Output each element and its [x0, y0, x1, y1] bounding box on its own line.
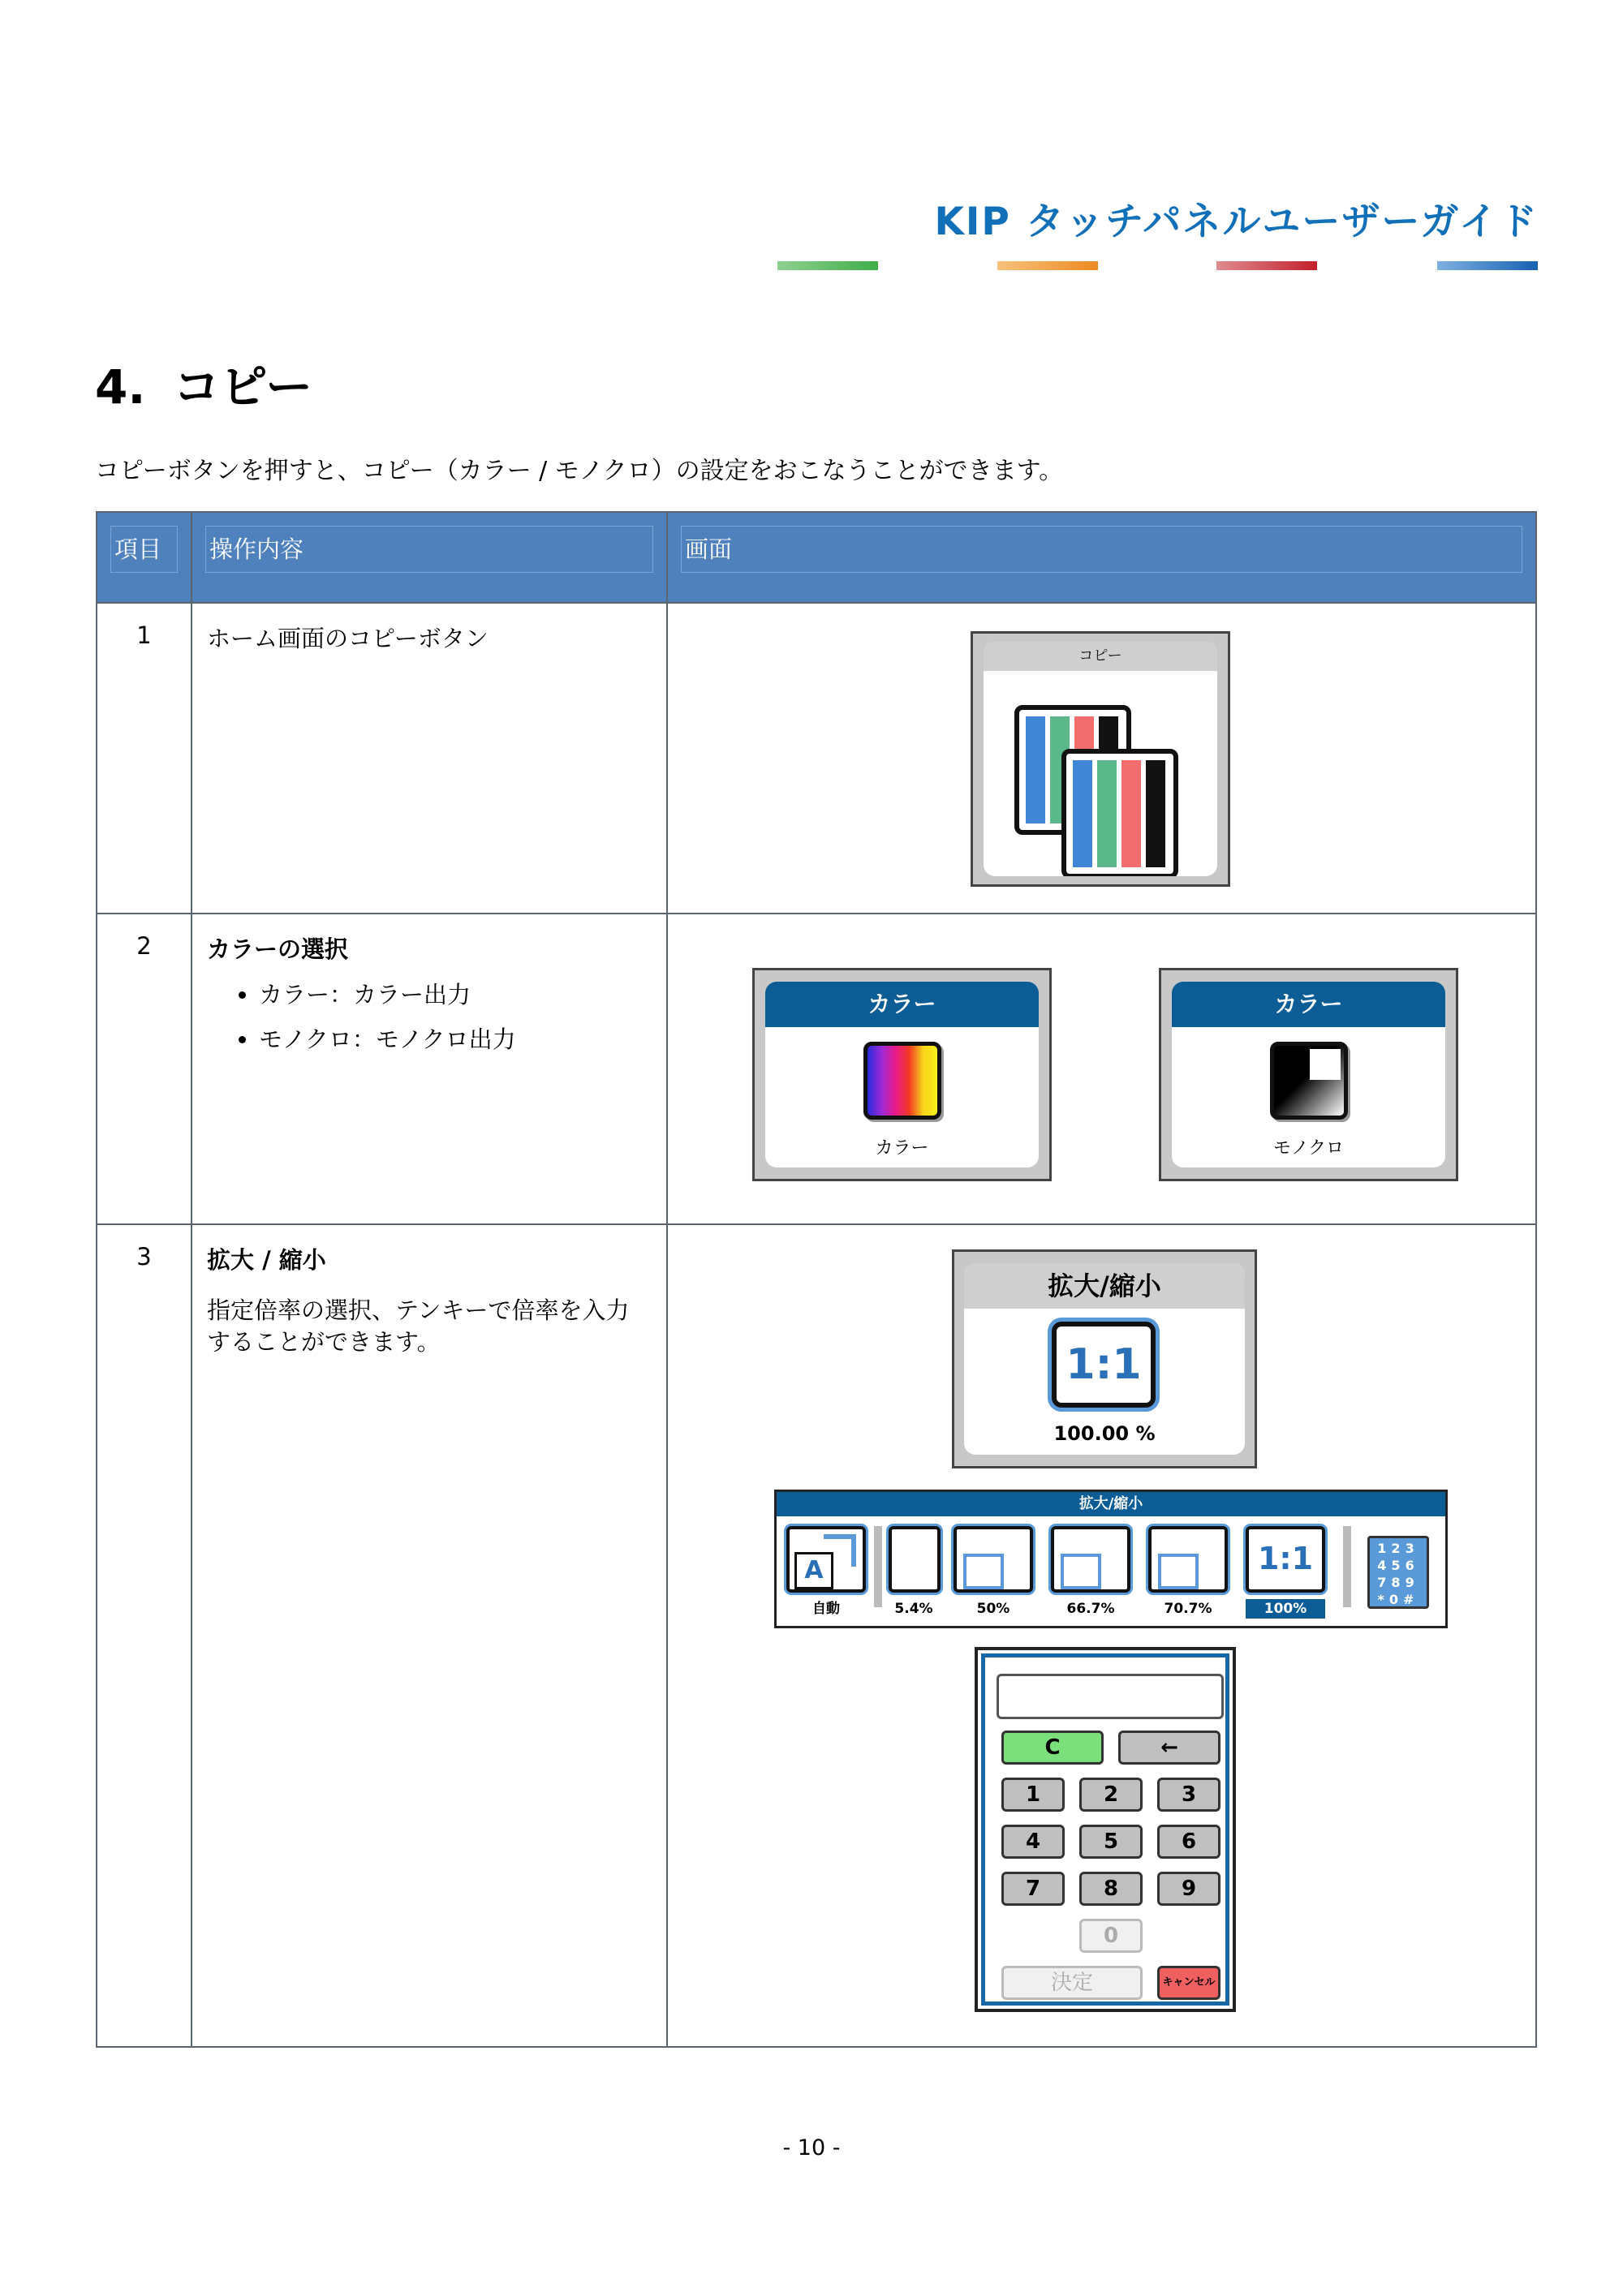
preset-54-label: 5.4% [894, 1601, 933, 1617]
blue-bar [1437, 261, 1538, 270]
row-number: 2 [97, 914, 192, 1224]
key-4[interactable]: 4 [1001, 1825, 1065, 1859]
copy-table [96, 511, 1537, 2048]
preset-100-button[interactable]: 1:1 [1246, 1526, 1325, 1593]
rainbow-icon [863, 1042, 941, 1120]
row-description [192, 914, 667, 1224]
key-6[interactable]: 6 [1157, 1825, 1220, 1859]
mono-button-label: モノクロ [1272, 1138, 1345, 1159]
bullet-color: • カラー：カラー出力 [259, 978, 652, 1013]
key-3[interactable]: 3 [1157, 1778, 1220, 1812]
key-1[interactable]: 1 [1001, 1778, 1065, 1812]
zoom-button[interactable] [952, 1249, 1257, 1468]
header-item: 項目 [97, 512, 192, 603]
auto-zoom-label: 自動 [812, 1601, 840, 1617]
zoom-button-header: 拡大/縮小 [964, 1263, 1245, 1309]
row-description: ホーム画面のコピーボタン [192, 603, 667, 914]
row-title: カラーの選択 [207, 935, 349, 963]
row-screen [667, 1224, 1536, 2047]
key-7[interactable]: 7 [1001, 1872, 1065, 1906]
ratio-icon: 1:1 [1052, 1322, 1156, 1408]
intro-text: コピーボタンを押すと、コピー（カラー / モノクロ）の設定をおこなうことができます。 [95, 457, 1064, 485]
chapter-number: 4. [95, 359, 146, 415]
row-screen [667, 603, 1536, 914]
row-title: 拡大 / 縮小 [207, 1246, 326, 1274]
zoom-input-display[interactable] [997, 1674, 1224, 1719]
key-2[interactable]: 2 [1079, 1778, 1143, 1812]
auto-zoom-button[interactable]: A [786, 1526, 866, 1593]
strip-separator [874, 1526, 882, 1607]
page-number: - 10 - [782, 2135, 841, 2161]
preset-667-button[interactable] [1051, 1526, 1130, 1593]
chapter-title: コピー [173, 359, 313, 415]
color-button[interactable] [752, 968, 1052, 1181]
table-row [97, 914, 1536, 1224]
row-number: 3 [97, 1224, 192, 2047]
zoom-preset-bar [774, 1490, 1448, 1628]
row-description [192, 1224, 667, 2047]
preset-667-label: 66.7% [1066, 1601, 1115, 1617]
backspace-button[interactable]: ← [1118, 1731, 1220, 1765]
key-9[interactable]: 9 [1157, 1872, 1220, 1906]
green-bar [777, 261, 878, 270]
red-bar [1216, 261, 1317, 270]
row-text: 指定倍率の選択、テンキーで倍率を入力することができます。 [207, 1296, 630, 1356]
zoom-percent: 100.00 % [1053, 1422, 1156, 1445]
header-screen: 画面 [667, 512, 1536, 603]
color-button-header: カラー [765, 982, 1039, 1027]
keypad-grid-icon[interactable]: 123456789*0# [1367, 1536, 1429, 1609]
guide-title: KIP タッチパネルユーザーガイド [934, 200, 1539, 244]
mono-button-header: カラー [1172, 982, 1445, 1027]
row-screen [667, 914, 1536, 1224]
table-row [97, 1224, 1536, 2047]
copy-button-label: コピー [984, 642, 1217, 671]
table-row [97, 603, 1536, 914]
key-8[interactable]: 8 [1079, 1872, 1143, 1906]
grayscale-icon [1270, 1042, 1348, 1120]
orange-bar [997, 261, 1098, 270]
key-5[interactable]: 5 [1079, 1825, 1143, 1859]
preset-100-label: 100% [1246, 1599, 1325, 1619]
numeric-keypad [975, 1647, 1236, 2012]
preset-50-button[interactable] [954, 1526, 1033, 1593]
preset-707-button[interactable] [1148, 1526, 1228, 1593]
key-0[interactable]: 0 [1079, 1919, 1143, 1953]
cancel-button[interactable]: キャンセル [1157, 1966, 1220, 2000]
mono-button[interactable] [1159, 968, 1458, 1181]
copy-button[interactable] [971, 631, 1230, 887]
chapter-heading [95, 349, 312, 417]
preset-54-button[interactable] [889, 1526, 941, 1593]
preset-707-label: 70.7% [1164, 1601, 1212, 1617]
ok-button[interactable]: 決定 [1001, 1966, 1143, 2000]
color-button-label: カラー [875, 1138, 929, 1159]
strip-separator [1343, 1526, 1351, 1607]
preset-50-label: 50% [976, 1601, 1010, 1617]
clear-button[interactable]: C [1001, 1731, 1104, 1765]
header-operation: 操作内容 [192, 512, 667, 603]
zoom-strip-header: 拡大/縮小 [777, 1492, 1445, 1516]
row-number: 1 [97, 603, 192, 914]
copy-sheet-front-icon [1061, 749, 1178, 876]
bullet-mono: • モノクロ：モノクロ出力 [259, 1022, 652, 1058]
